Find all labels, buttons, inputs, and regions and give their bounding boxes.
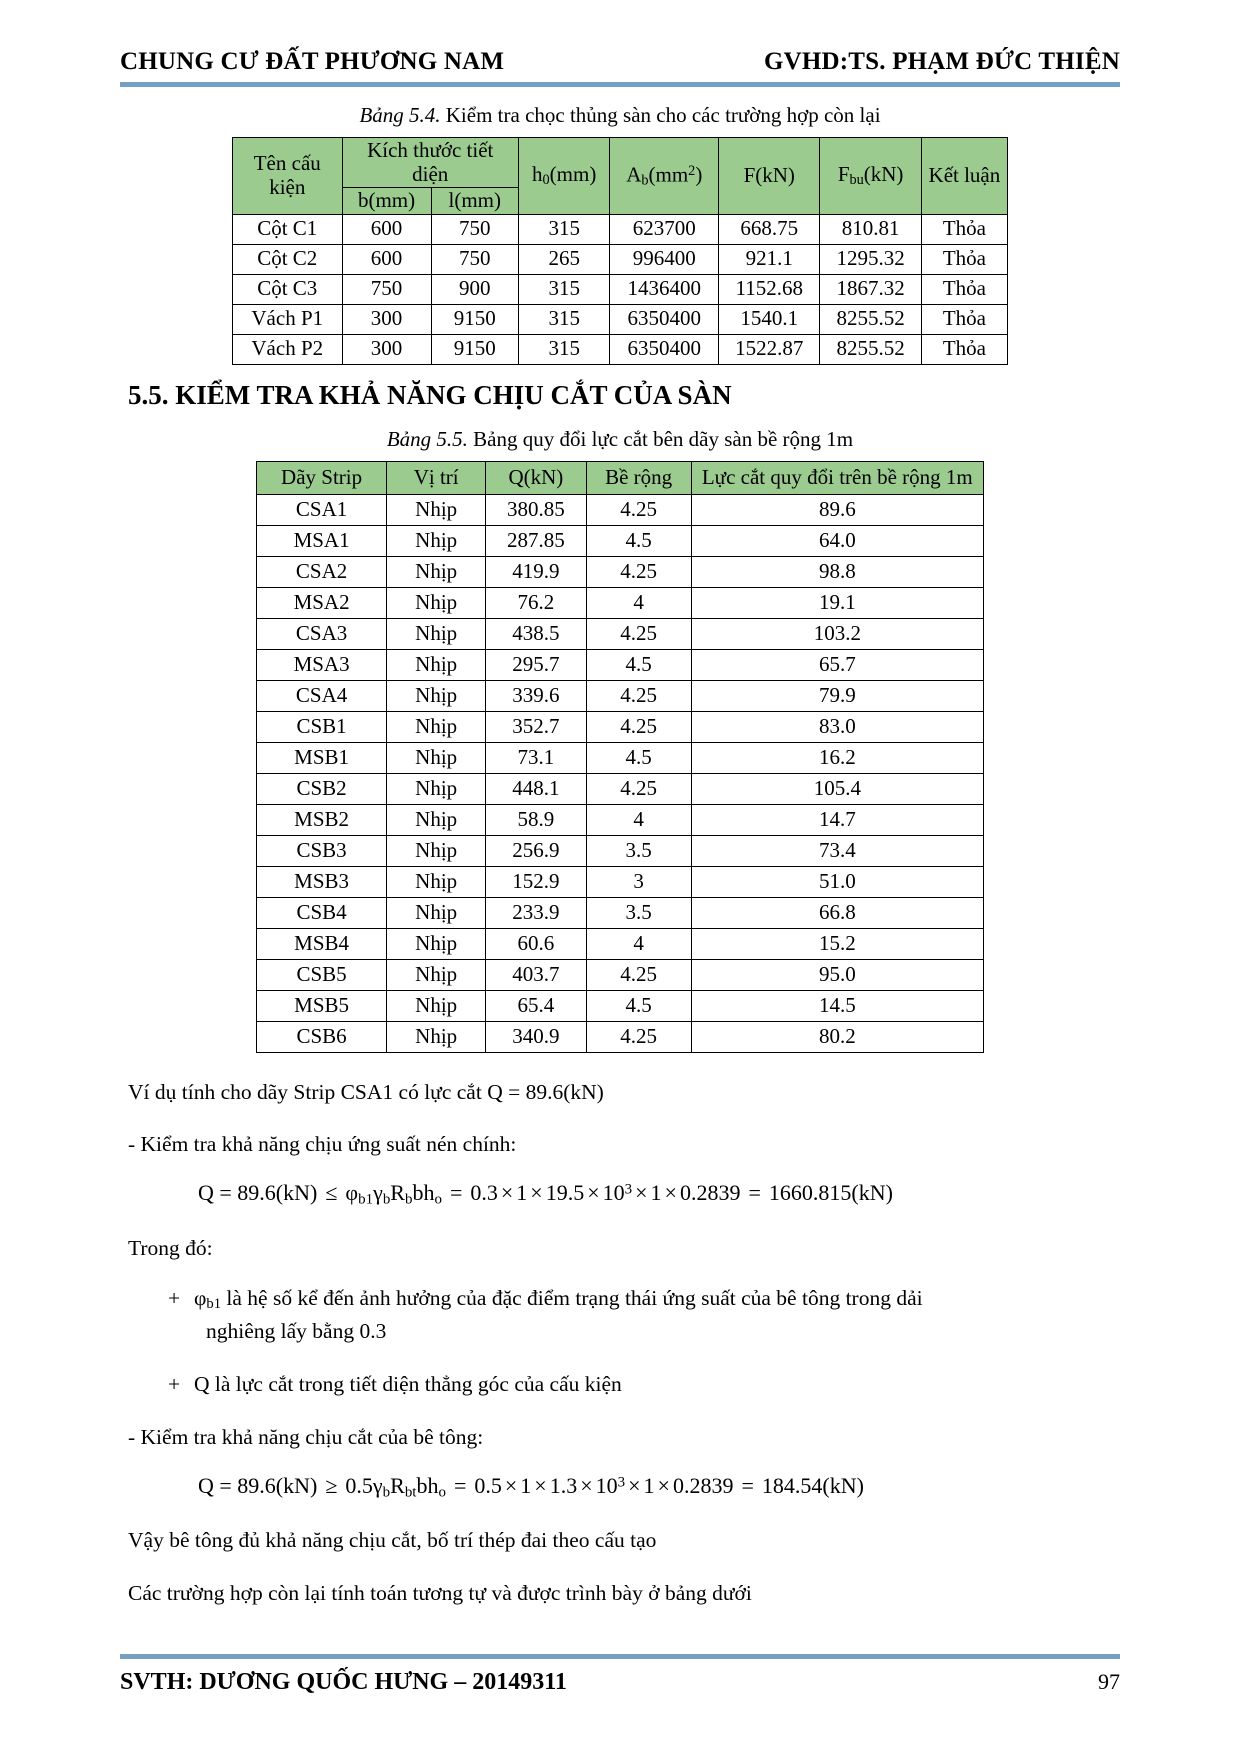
bullet-1-marker: + xyxy=(168,1286,181,1311)
formula1-r-sub: b xyxy=(404,1191,413,1208)
cell-position: Nhịp xyxy=(387,804,486,835)
cell-q: 380.85 xyxy=(486,494,586,525)
cell-f: 1152.68 xyxy=(719,274,820,304)
cell-strip: MSB3 xyxy=(257,866,387,897)
table-5-4-header-row-1 xyxy=(233,138,1008,188)
section-heading-5-5: 5.5. KIỂM TRA KHẢ NĂNG CHỊU CẮT CỦA SÀN xyxy=(128,379,732,410)
cell-ab: 6350400 xyxy=(610,304,719,334)
cell-position: Nhịp xyxy=(387,835,486,866)
formula1-lhs: Q = 89.6(kN) xyxy=(198,1180,318,1206)
formula1-gamma: γ xyxy=(373,1180,383,1206)
cell-converted: 14.5 xyxy=(691,990,983,1021)
cell-converted: 65.7 xyxy=(691,649,983,680)
cell-ab: 996400 xyxy=(610,244,719,274)
th-h0-unit: (mm) xyxy=(549,162,597,187)
cell-conclusion: Thỏa xyxy=(921,274,1007,304)
formula1-times-1: × xyxy=(500,1180,514,1206)
cell-q: 448.1 xyxy=(486,773,586,804)
formula2-equals-2: = xyxy=(741,1473,754,1499)
check-compression-label: - Kiểm tra khả năng chịu ứng suất nén chính: xyxy=(128,1132,517,1157)
formula2-result: 184.54(kN) xyxy=(761,1473,864,1499)
th-q: Q(kN) xyxy=(486,461,586,494)
cell-q: 438.5 xyxy=(486,618,586,649)
cell-b: 600 xyxy=(342,244,431,274)
th-ab-sup: 2 xyxy=(688,163,696,179)
formula1-equals-1: = xyxy=(449,1180,463,1206)
cell-width: 4.25 xyxy=(586,618,691,649)
formula1-times-3: × xyxy=(587,1180,600,1206)
cell-position: Nhịp xyxy=(387,897,486,928)
table-5-5-caption-text: Bảng quy đổi lực cắt bên dãy sàn bề rộng 1m xyxy=(467,426,854,451)
cell-b: 750 xyxy=(342,274,431,304)
cell-strip: CSB2 xyxy=(257,773,387,804)
cell-strip: CSA1 xyxy=(257,494,387,525)
cell-converted: 89.6 xyxy=(691,494,983,525)
formula1-gamma-sub: b xyxy=(382,1191,391,1208)
cell-position: Nhịp xyxy=(387,618,486,649)
cell-strip: CSB5 xyxy=(257,959,387,990)
th-conclusion: Kết luận xyxy=(921,138,1007,215)
formula2-v4-base: 10 xyxy=(595,1473,618,1499)
cell-converted: 64.0 xyxy=(691,525,983,556)
th-h0 xyxy=(518,138,609,215)
table-row xyxy=(233,334,1008,364)
bullet-1-text-continued: nghiêng lấy bằng 0.3 xyxy=(206,1318,387,1343)
bullet-q-definition xyxy=(168,1369,1108,1400)
table-row xyxy=(257,804,984,835)
cell-q: 340.9 xyxy=(486,1021,586,1052)
cell-element-name: Cột C1 xyxy=(233,214,343,244)
table-row xyxy=(257,494,984,525)
table-row xyxy=(257,835,984,866)
cell-conclusion: Thỏa xyxy=(921,244,1007,274)
example-paragraph: Ví dụ tính cho dãy Strip CSA1 có lực cắt Q = 89.6(kN) xyxy=(128,1079,604,1104)
formula2-bh-sub: o xyxy=(438,1484,446,1501)
cell-strip: CSB6 xyxy=(257,1021,387,1052)
formula2-gamma-sub: b xyxy=(382,1484,391,1501)
table-punching-shear-check xyxy=(232,137,1008,365)
formula2-coef: 0.5 xyxy=(345,1473,373,1499)
cell-width: 4 xyxy=(586,804,691,835)
cell-position: Nhịp xyxy=(387,525,486,556)
th-position: Vị trí xyxy=(387,461,486,494)
table-row xyxy=(257,959,984,990)
cell-ab: 623700 xyxy=(610,214,719,244)
cell-l: 900 xyxy=(431,274,518,304)
formula1-times-5: × xyxy=(664,1180,677,1206)
cell-l: 750 xyxy=(431,214,518,244)
table-5-5-caption xyxy=(120,427,1120,452)
formula1-v5: 1 xyxy=(650,1180,662,1206)
cell-f: 1540.1 xyxy=(719,304,820,334)
cell-converted: 19.1 xyxy=(691,587,983,618)
cell-strip: CSA4 xyxy=(257,680,387,711)
footer-author: SVTH: DƯƠNG QUỐC HƯNG – 20149311 xyxy=(120,1669,567,1695)
formula2-v6: 0.2839 xyxy=(672,1473,734,1499)
cell-converted: 73.4 xyxy=(691,835,983,866)
th-h0-main: h xyxy=(532,162,543,187)
table-row xyxy=(257,866,984,897)
formula-compression-check xyxy=(198,1180,1120,1208)
th-ab-sub: b xyxy=(641,172,649,189)
cell-strip: MSB4 xyxy=(257,928,387,959)
running-header xyxy=(120,0,1120,76)
table-row xyxy=(257,525,984,556)
th-element-name: Tên cấu kiện xyxy=(233,138,343,215)
table-row xyxy=(257,649,984,680)
formula1-equals-2: = xyxy=(748,1180,761,1206)
cell-width: 4 xyxy=(586,928,691,959)
cell-strip: CSA2 xyxy=(257,556,387,587)
bullet-1-symbol-sub: b1 xyxy=(206,1296,222,1313)
cell-q: 233.9 xyxy=(486,897,586,928)
cell-converted: 16.2 xyxy=(691,742,983,773)
cell-position: Nhịp xyxy=(387,649,486,680)
cell-q: 287.85 xyxy=(486,525,586,556)
cell-fbu: 1295.32 xyxy=(820,244,921,274)
th-strip: Dãy Strip xyxy=(257,461,387,494)
cell-b: 300 xyxy=(342,304,431,334)
cell-strip: MSA3 xyxy=(257,649,387,680)
cell-conclusion: Thỏa xyxy=(921,214,1007,244)
formula1-relation: ≤ xyxy=(325,1180,338,1206)
formula1-v6: 0.2839 xyxy=(679,1180,741,1206)
table-row xyxy=(257,680,984,711)
cell-width: 4.25 xyxy=(586,556,691,587)
formula2-v3: 1.3 xyxy=(549,1473,578,1499)
cell-position: Nhịp xyxy=(387,742,486,773)
cell-converted: 80.2 xyxy=(691,1021,983,1052)
formula2-equals-1: = xyxy=(453,1473,467,1499)
cell-f: 668.75 xyxy=(719,214,820,244)
cell-ab: 6350400 xyxy=(610,334,719,364)
cell-h0: 315 xyxy=(518,274,609,304)
cell-converted: 95.0 xyxy=(691,959,983,990)
table-row xyxy=(257,1021,984,1052)
formula2-times-4: × xyxy=(628,1473,641,1499)
cell-element-name: Vách P2 xyxy=(233,334,343,364)
formula1-times-4: × xyxy=(635,1180,648,1206)
cell-converted: 98.8 xyxy=(691,556,983,587)
cell-l: 9150 xyxy=(431,304,518,334)
cell-strip: CSB1 xyxy=(257,711,387,742)
bullet-phi-definition xyxy=(168,1283,1108,1347)
cell-position: Nhịp xyxy=(387,959,486,990)
th-ab xyxy=(610,138,719,215)
formula1-v3: 19.5 xyxy=(545,1180,585,1206)
cell-width: 4.5 xyxy=(586,525,691,556)
cell-converted: 51.0 xyxy=(691,866,983,897)
cell-element-name: Cột C2 xyxy=(233,244,343,274)
table-5-5-header-row xyxy=(257,461,984,494)
cell-width: 4.5 xyxy=(586,649,691,680)
cell-converted: 79.9 xyxy=(691,680,983,711)
cell-width: 4.25 xyxy=(586,1021,691,1052)
table-5-4-body xyxy=(233,214,1008,364)
cell-width: 4.25 xyxy=(586,959,691,990)
cell-converted: 103.2 xyxy=(691,618,983,649)
cell-h0: 315 xyxy=(518,334,609,364)
bullet-1-symbol: φ xyxy=(194,1286,207,1311)
table-row xyxy=(233,214,1008,244)
formula1-v2: 1 xyxy=(516,1180,528,1206)
cell-ab: 1436400 xyxy=(610,274,719,304)
cell-conclusion: Thỏa xyxy=(921,304,1007,334)
table-row xyxy=(233,244,1008,274)
formula1-v1: 0.3 xyxy=(470,1180,498,1206)
table-row xyxy=(257,556,984,587)
cell-q: 60.6 xyxy=(486,928,586,959)
cell-width: 4.25 xyxy=(586,773,691,804)
cell-position: Nhịp xyxy=(387,1021,486,1052)
cell-strip: MSB1 xyxy=(257,742,387,773)
cell-f: 921.1 xyxy=(719,244,820,274)
th-ab-main: A xyxy=(626,162,642,187)
formula2-times-1: × xyxy=(504,1473,518,1499)
cell-q: 76.2 xyxy=(486,587,586,618)
cell-width: 4 xyxy=(586,587,691,618)
cell-width: 4.25 xyxy=(586,494,691,525)
table-row xyxy=(257,897,984,928)
cell-b: 300 xyxy=(342,334,431,364)
th-converted-shear: Lực cắt quy đổi trên bề rộng 1m xyxy=(691,461,983,494)
formula2-v1: 0.5 xyxy=(474,1473,502,1499)
table-5-5-caption-label: Bảng 5.5. xyxy=(386,426,468,451)
formula1-bh: bh xyxy=(412,1180,435,1206)
cell-width: 4.25 xyxy=(586,711,691,742)
check-concrete-shear-label: - Kiểm tra khả năng chịu cắt của bê tông: xyxy=(128,1425,484,1450)
header-right-title: GVHD:TS. PHẠM ĐỨC THIỆN xyxy=(763,48,1120,75)
table-row xyxy=(257,742,984,773)
formula1-v4-exp: 3 xyxy=(624,1181,633,1198)
table-row xyxy=(233,304,1008,334)
bullet-1-text: là hệ số kể đến ảnh hưởng của đặc điểm trạng thái ứng suất của bê tông trong dải xyxy=(221,1286,923,1311)
cell-position: Nhịp xyxy=(387,773,486,804)
cell-f: 1522.87 xyxy=(719,334,820,364)
cell-fbu: 8255.52 xyxy=(820,304,921,334)
formula1-r: R xyxy=(390,1180,405,1206)
cell-q: 403.7 xyxy=(486,959,586,990)
cell-h0: 315 xyxy=(518,304,609,334)
formula2-v5: 1 xyxy=(643,1473,655,1499)
table-row xyxy=(257,618,984,649)
cell-b: 600 xyxy=(342,214,431,244)
cell-l: 9150 xyxy=(431,334,518,364)
th-fbu-sub: bu xyxy=(849,172,864,189)
th-force-f: F(kN) xyxy=(719,138,820,215)
cell-width: 4.5 xyxy=(586,742,691,773)
final-paragraph: Các trường hợp còn lại tính toán tương tự và được trình bày ở bảng dưới xyxy=(128,1581,752,1606)
table-shear-conversion xyxy=(256,461,984,1053)
formula2-v2: 1 xyxy=(520,1473,532,1499)
formula1-phi: φ xyxy=(345,1180,359,1206)
cell-conclusion: Thỏa xyxy=(921,334,1007,364)
bullet-2-text: Q là lực cắt trong tiết diện thẳng góc của cấu kiện xyxy=(194,1372,622,1397)
cell-converted: 105.4 xyxy=(691,773,983,804)
cell-width: 3.5 xyxy=(586,835,691,866)
formula2-bh: bh xyxy=(416,1473,439,1499)
table-5-4-caption-text: Kiểm tra chọc thủng sàn cho các trường hợp còn lại xyxy=(440,103,881,127)
th-section-dimensions: Kích thước tiết diện xyxy=(342,138,518,188)
th-fbu-main: F xyxy=(837,162,850,187)
cell-element-name: Cột C3 xyxy=(233,274,343,304)
conclusion-paragraph: Vậy bê tông đủ khả năng chịu cắt, bố trí thép đai theo cấu tạo xyxy=(128,1528,657,1553)
table-row xyxy=(233,274,1008,304)
cell-converted: 83.0 xyxy=(691,711,983,742)
cell-strip: CSB3 xyxy=(257,835,387,866)
table-row xyxy=(257,773,984,804)
formula2-times-3: × xyxy=(580,1473,593,1499)
th-h0-sub: 0 xyxy=(542,172,550,189)
cell-h0: 315 xyxy=(518,214,609,244)
cell-strip: MSA2 xyxy=(257,587,387,618)
cell-position: Nhịp xyxy=(387,990,486,1021)
formula2-lhs: Q = 89.6(kN) xyxy=(198,1473,318,1499)
th-force-fbu xyxy=(820,138,921,215)
page-number: 97 xyxy=(1098,1669,1120,1694)
formula1-bh-sub: o xyxy=(434,1191,442,1208)
formula1-v4-base: 10 xyxy=(602,1180,625,1206)
cell-strip: MSB2 xyxy=(257,804,387,835)
th-ab-unit: (mm xyxy=(648,162,689,187)
formula2-gamma: γ xyxy=(372,1473,383,1499)
cell-fbu: 8255.52 xyxy=(820,334,921,364)
cell-q: 256.9 xyxy=(486,835,586,866)
cell-q: 295.7 xyxy=(486,649,586,680)
footer-content xyxy=(120,1669,1120,1696)
cell-position: Nhịp xyxy=(387,494,486,525)
cell-l: 750 xyxy=(431,244,518,274)
th-fbu-unit: (kN) xyxy=(863,162,904,187)
table-5-4-caption-label: Bảng 5.4. xyxy=(359,103,441,127)
cell-fbu: 1867.32 xyxy=(820,274,921,304)
cell-q: 339.6 xyxy=(486,680,586,711)
footer-divider xyxy=(120,1654,1120,1659)
cell-converted: 14.7 xyxy=(691,804,983,835)
header-left-title: CHUNG CƯ ĐẤT PHƯƠNG NAM xyxy=(120,48,505,75)
cell-q: 73.1 xyxy=(486,742,586,773)
cell-width: 4.5 xyxy=(586,990,691,1021)
formula1-times-2: × xyxy=(530,1180,543,1206)
cell-width: 4.25 xyxy=(586,680,691,711)
formula1-phi-sub: b1 xyxy=(358,1191,374,1208)
formula2-r-sub: bt xyxy=(404,1484,417,1501)
cell-strip: MSB5 xyxy=(257,990,387,1021)
table-5-4-caption xyxy=(120,103,1120,128)
formula1-result: 1660.815(kN) xyxy=(768,1180,893,1206)
cell-q: 152.9 xyxy=(486,866,586,897)
cell-position: Nhịp xyxy=(387,711,486,742)
cell-h0: 265 xyxy=(518,244,609,274)
th-width-b: b(mm) xyxy=(342,188,431,215)
cell-strip: MSA1 xyxy=(257,525,387,556)
th-ab-close: ) xyxy=(695,162,703,187)
cell-position: Nhịp xyxy=(387,928,486,959)
table-5-4-header xyxy=(233,138,1008,215)
table-row xyxy=(257,928,984,959)
cell-position: Nhịp xyxy=(387,556,486,587)
cell-strip: CSB4 xyxy=(257,897,387,928)
cell-element-name: Vách P1 xyxy=(233,304,343,334)
table-row xyxy=(257,711,984,742)
cell-q: 352.7 xyxy=(486,711,586,742)
where-label: Trong đó: xyxy=(128,1235,213,1260)
cell-q: 419.9 xyxy=(486,556,586,587)
cell-position: Nhịp xyxy=(387,680,486,711)
th-length-l: l(mm) xyxy=(431,188,518,215)
table-5-5-header xyxy=(257,461,984,494)
cell-converted: 15.2 xyxy=(691,928,983,959)
table-row xyxy=(257,990,984,1021)
formula2-v4-exp: 3 xyxy=(617,1474,626,1491)
formula2-times-5: × xyxy=(657,1473,670,1499)
header-divider xyxy=(120,82,1120,87)
cell-position: Nhịp xyxy=(387,587,486,618)
formula-concrete-shear-check xyxy=(198,1473,1120,1501)
th-width: Bề rộng xyxy=(586,461,691,494)
cell-position: Nhịp xyxy=(387,866,486,897)
page-footer xyxy=(120,1654,1120,1696)
bullet-2-marker: + xyxy=(168,1372,181,1397)
cell-width: 3.5 xyxy=(586,897,691,928)
table-row xyxy=(257,587,984,618)
formula2-r: R xyxy=(390,1473,405,1499)
cell-converted: 66.8 xyxy=(691,897,983,928)
cell-q: 65.4 xyxy=(486,990,586,1021)
cell-q: 58.9 xyxy=(486,804,586,835)
cell-strip: CSA3 xyxy=(257,618,387,649)
cell-width: 3 xyxy=(586,866,691,897)
formula2-relation: ≥ xyxy=(325,1473,338,1499)
table-5-5-body xyxy=(257,494,984,1052)
formula2-times-2: × xyxy=(534,1473,547,1499)
cell-fbu: 810.81 xyxy=(820,214,921,244)
